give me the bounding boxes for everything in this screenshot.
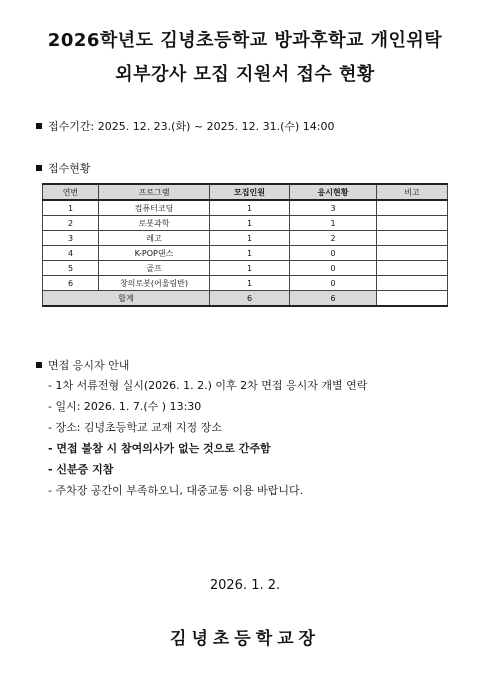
cell-applied: 0 xyxy=(290,261,377,276)
interview-note-item: - 신분증 지참 xyxy=(48,463,114,476)
square-bullet-icon xyxy=(36,165,42,171)
interview-notes xyxy=(48,375,367,501)
table-row xyxy=(43,231,448,246)
application-period xyxy=(36,118,334,134)
cell-program: 로봇과학 xyxy=(99,216,210,231)
cell-recruit: 1 xyxy=(210,276,290,291)
table-header-row xyxy=(43,184,448,200)
cell-applied: 3 xyxy=(290,200,377,216)
total-applied: 6 xyxy=(290,291,377,307)
interview-note-item: - 일시: 2026. 1. 7.(수 ) 13:30 xyxy=(48,400,202,413)
table-row xyxy=(43,216,448,231)
col-header-program: 프로그램 xyxy=(99,184,210,200)
cell-applied: 0 xyxy=(290,276,377,291)
cell-no: 5 xyxy=(43,261,99,276)
interview-note-item: - 주차장 공간이 부족하오니, 대중교통 이용 바랍니다. xyxy=(48,484,304,497)
cell-recruit: 1 xyxy=(210,246,290,261)
table-row xyxy=(43,200,448,216)
square-bullet-icon xyxy=(36,362,42,368)
interview-heading xyxy=(36,357,129,373)
table-row xyxy=(43,276,448,291)
cell-recruit: 1 xyxy=(210,231,290,246)
interview-note-item: - 면접 불참 시 참여의사가 없는 것으로 간주함 xyxy=(48,442,271,455)
cell-note xyxy=(377,246,448,261)
cell-no: 3 xyxy=(43,231,99,246)
interview-note-item: - 1차 서류전형 실시(2026. 1. 2.) 이후 2차 면접 응시자 개별 연락 xyxy=(48,379,368,392)
cell-note xyxy=(377,261,448,276)
total-label: 합계 xyxy=(43,291,210,307)
cell-no: 1 xyxy=(43,200,99,216)
col-header-recruit: 모집인원 xyxy=(210,184,290,200)
total-recruit: 6 xyxy=(210,291,290,307)
cell-no: 2 xyxy=(43,216,99,231)
col-header-no: 연번 xyxy=(43,184,99,200)
cell-recruit: 1 xyxy=(210,261,290,276)
issuer-signature: 김녕초등학교장 xyxy=(170,629,320,649)
cell-note xyxy=(377,276,448,291)
cell-note xyxy=(377,231,448,246)
cell-applied: 2 xyxy=(290,231,377,246)
cell-applied: 1 xyxy=(290,216,377,231)
cell-applied: 0 xyxy=(290,246,377,261)
interview-note-item: - 장소: 김녕초등학교 교재 지정 장소 xyxy=(48,421,222,434)
table-total-row xyxy=(43,291,448,307)
cell-program: 골프 xyxy=(99,261,210,276)
cell-recruit: 1 xyxy=(210,200,290,216)
cell-note xyxy=(377,200,448,216)
total-note xyxy=(377,291,448,307)
cell-note xyxy=(377,216,448,231)
cell-no: 4 xyxy=(43,246,99,261)
cell-no: 6 xyxy=(43,276,99,291)
col-header-note: 비고 xyxy=(377,184,448,200)
col-header-applied: 응시현황 xyxy=(290,184,377,200)
interview-heading-text: 면접 응시자 안내 xyxy=(48,359,130,372)
status-heading-text: 접수현황 xyxy=(48,162,91,175)
document-title-line1: 2026학년도 김녕초등학교 방과후학교 개인위탁 xyxy=(47,30,443,51)
cell-recruit: 1 xyxy=(210,216,290,231)
document-title-line2: 외부강사 모집 지원서 접수 현황 xyxy=(115,64,375,85)
table-row xyxy=(43,261,448,276)
application-period-text: 접수기간: 2025. 12. 23.(화) ~ 2025. 12. 31.(수) 14:00 xyxy=(48,120,335,133)
document-date: 2026. 1. 2. xyxy=(209,578,281,593)
status-table xyxy=(42,183,448,307)
cell-program: 창의로봇(어울림반) xyxy=(99,276,210,291)
status-heading xyxy=(36,160,91,176)
cell-program: K-POP댄스 xyxy=(99,246,210,261)
table-row xyxy=(43,246,448,261)
square-bullet-icon xyxy=(36,123,42,129)
cell-program: 레고 xyxy=(99,231,210,246)
cell-program: 컴퓨터코딩 xyxy=(99,200,210,216)
